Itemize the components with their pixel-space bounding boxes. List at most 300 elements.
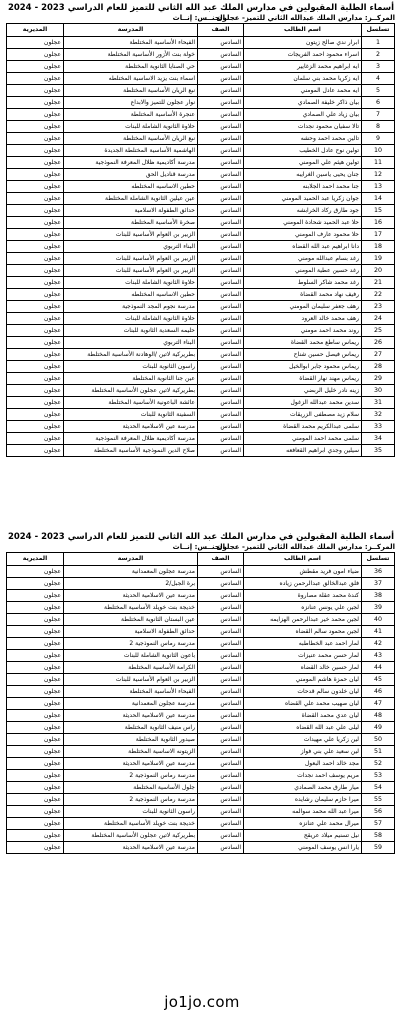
section-2 (7, 532, 395, 854)
directorate-cell: عجلون (7, 662, 64, 674)
school-cell: برة الجبل/2 (64, 578, 198, 590)
school-cell: باعون الثانوية الشاملة للبنات (64, 650, 198, 662)
directorate-cell: عجلون (7, 782, 64, 794)
table-row (7, 445, 395, 457)
school-cell: حي الصنايا الثانوية المختلطة (64, 61, 198, 73)
grade-cell: السادس (198, 349, 244, 361)
directorate-cell: عجلون (7, 830, 64, 842)
school-cell: الزبير بن العوام الأساسية للبنات (64, 253, 198, 265)
table-row (7, 818, 395, 830)
directorate-cell: عجلون (7, 590, 64, 602)
school-cell: الفيحاء الأساسية المختلطة (64, 37, 198, 49)
student-name: ميرا حازم سليمان رشايده (244, 794, 362, 806)
student-name: ايه زكريا محمد بني سلمان (244, 73, 362, 85)
row-number: 42 (362, 638, 395, 650)
grade-cell: السادس (198, 794, 244, 806)
directorate-cell: عجلون (7, 842, 64, 854)
student-name: سلمى محمد احمد المومني (244, 433, 362, 445)
grade-cell: السادس (198, 73, 244, 85)
student-name: رغد حسين عطية المومني (244, 265, 362, 277)
school-cell: بطريركية لاتين عجلون الأساسية المختلطة (64, 385, 198, 397)
directorate-cell: عجلون (7, 193, 64, 205)
student-name: مريم يوسف احمد نجدات (244, 770, 362, 782)
table-row (7, 638, 395, 650)
grade-cell: السادس (198, 710, 244, 722)
school-cell: جلول الأساسية المختلطة (64, 782, 198, 794)
school-cell: مدرسة عين الاسلامية الحديثة (64, 710, 198, 722)
directorate-cell: عجلون (7, 445, 64, 457)
section-1 (7, 3, 395, 457)
student-name: كندة محمد عقلة مصاروة (244, 590, 362, 602)
row-number: 48 (362, 710, 395, 722)
row-number: 40 (362, 614, 395, 626)
table-row (7, 770, 395, 782)
row-number: 35 (362, 445, 395, 457)
student-name: دانا ابراهيم عبد الله القضاه (244, 241, 362, 253)
grade-cell: السادس (198, 121, 244, 133)
table-row (7, 746, 395, 758)
row-number: 18 (362, 241, 395, 253)
row-number: 3 (362, 61, 395, 73)
directorate-cell: عجلون (7, 169, 64, 181)
directorate-cell: عجلون (7, 638, 64, 650)
directorate-cell: عجلون (7, 650, 64, 662)
table-row (7, 289, 395, 301)
table-body-1 (7, 37, 395, 457)
student-name: ليان عدي محمد القضاة (244, 710, 362, 722)
center-info (216, 13, 395, 23)
grade-cell: السادس (198, 109, 244, 121)
school-cell: نوار عجلون للتميز والابداع (64, 97, 198, 109)
table-row (7, 806, 395, 818)
students-table-1 (6, 23, 395, 457)
grade-cell: السادس (198, 590, 244, 602)
table-row (7, 698, 395, 710)
school-cell: صخرة الأساسية المختلطة (64, 217, 198, 229)
row-number: 13 (362, 181, 395, 193)
center-value: مدارس الملك عبدالله الثاني للتميز- عجلون (216, 14, 363, 22)
school-cell: مدرسة عجلون المعمدانية (64, 566, 198, 578)
table-row (7, 61, 395, 73)
table-row (7, 782, 395, 794)
table-row (7, 349, 395, 361)
table-row (7, 181, 395, 193)
row-number: 58 (362, 830, 395, 842)
grade-cell: السادس (198, 614, 244, 626)
directorate-cell: عجلون (7, 758, 64, 770)
table-row (7, 73, 395, 85)
directorate-cell: عجلون (7, 253, 64, 265)
grade-cell: السادس (198, 181, 244, 193)
directorate-cell: عجلون (7, 49, 64, 61)
table-row (7, 409, 395, 421)
table-row (7, 97, 395, 109)
center-label: المركــز: (364, 543, 395, 551)
header-school: المدرسة (64, 24, 198, 37)
school-cell: مدرسة عين الاسلامية الحديثة (64, 590, 198, 602)
grade-cell: السادس (198, 626, 244, 638)
school-cell: الزيتونه الاساسية المختلطة (64, 746, 198, 758)
table-row (7, 830, 395, 842)
directorate-cell: عجلون (7, 121, 64, 133)
grade-cell: السادس (198, 301, 244, 313)
school-cell: بطريركية لاتين /الوهادنة الأساسية المختلطة (64, 349, 198, 361)
directorate-cell: عجلون (7, 181, 64, 193)
grade-cell: السادس (198, 289, 244, 301)
table-row (7, 253, 395, 265)
student-name: لمار حسين خالد القضاه (244, 662, 362, 674)
gender-value: إنــاث (172, 14, 193, 22)
school-cell: حدائق الطفولة الاسلامية (64, 626, 198, 638)
row-number: 8 (362, 121, 395, 133)
grade-cell: السادس (198, 37, 244, 49)
row-number: 50 (362, 734, 395, 746)
grade-cell: السادس (198, 638, 244, 650)
directorate-cell: عجلون (7, 97, 64, 109)
row-number: 43 (362, 650, 395, 662)
school-cell: حدائق الطفولة الاسلامية (64, 205, 198, 217)
row-number: 20 (362, 265, 395, 277)
grade-cell: السادس (198, 578, 244, 590)
table-row (7, 373, 395, 385)
school-cell: راسون الثانوية للبنات (64, 361, 198, 373)
table-row (7, 674, 395, 686)
school-cell: البناء التربوي (64, 337, 198, 349)
table-body-2 (7, 566, 395, 854)
student-name: ميرال محمد علي عنانزه (244, 818, 362, 830)
grade-cell: السادس (198, 145, 244, 157)
school-cell: حطين الاساسيه المختلطه (64, 181, 198, 193)
grade-cell: السادس (198, 325, 244, 337)
grade-cell: السادس (198, 361, 244, 373)
school-cell: مدرسة رماس النموذجية 2 (64, 770, 198, 782)
table-row (7, 145, 395, 157)
grade-cell: السادس (198, 313, 244, 325)
school-cell: مدرسة رماس النموذجية 2 (64, 638, 198, 650)
table-row (7, 614, 395, 626)
school-cell: الفيحاء الأساسية المختلطة (64, 686, 198, 698)
gender-info (173, 13, 225, 23)
table-row (7, 49, 395, 61)
grade-cell: السادس (198, 337, 244, 349)
school-cell: راس منيف الثانوية المختلطة (64, 722, 198, 734)
table-row (7, 686, 395, 698)
student-name: تولين هيثم علي المومني (244, 157, 362, 169)
school-cell: مدرسة نجوم المجد النموذجية (64, 301, 198, 313)
school-cell: حليمه السعدية الثانوية للبنات (64, 325, 198, 337)
table-row (7, 337, 395, 349)
grade-cell: السادس (198, 205, 244, 217)
row-number: 21 (362, 277, 395, 289)
students-table-2 (6, 552, 395, 854)
student-name: جنا محمد احمد الجلابنه (244, 181, 362, 193)
table-row (7, 157, 395, 169)
school-cell: الزبير بن العوام الأساسية للبنات (64, 229, 198, 241)
school-cell: عائشة الباعونية الأساسية المختلطة (64, 397, 198, 409)
row-number: 39 (362, 602, 395, 614)
table-row (7, 650, 395, 662)
table-header-row (7, 24, 395, 37)
grade-cell: السادس (198, 421, 244, 433)
student-name: رهف محمد خالد العرود (244, 313, 362, 325)
table-row (7, 794, 395, 806)
header-number: تسلسل (362, 553, 395, 566)
directorate-cell: عجلون (7, 277, 64, 289)
table-row (7, 758, 395, 770)
school-cell: خديجة بنت خويلد الأساسية المختلطة (64, 602, 198, 614)
student-name: ليلى علي عبد الله القضاه (244, 722, 362, 734)
school-cell: مدرسة عين الاسلامية الحديثة (64, 758, 198, 770)
table-row (7, 710, 395, 722)
row-number: 59 (362, 842, 395, 854)
school-cell: مدرسة عين الاسلامية الحديثة (64, 842, 198, 854)
row-number: 25 (362, 325, 395, 337)
row-number: 51 (362, 746, 395, 758)
row-number: 56 (362, 806, 395, 818)
row-number: 29 (362, 373, 395, 385)
student-name: ريماس فيصل حسين شناح (244, 349, 362, 361)
school-cell: مدرسة أكاديمية ظلال المعرفة النموذجية (64, 433, 198, 445)
table-row (7, 313, 395, 325)
grade-cell: السادس (198, 770, 244, 782)
table-row (7, 397, 395, 409)
row-number: 22 (362, 289, 395, 301)
student-name: ميرا عبد الله محمد سوالمه (244, 806, 362, 818)
row-number: 31 (362, 397, 395, 409)
grade-cell: السادس (198, 373, 244, 385)
directorate-cell: عجلون (7, 433, 64, 445)
student-name: ليان حمزة هاشم المومني (244, 674, 362, 686)
header-grade: الصف (198, 553, 244, 566)
table-row (7, 433, 395, 445)
directorate-cell: عجلون (7, 710, 64, 722)
table-row (7, 277, 395, 289)
table-row (7, 241, 395, 253)
row-number: 17 (362, 229, 395, 241)
directorate-cell: عجلون (7, 734, 64, 746)
grade-cell: السادس (198, 169, 244, 181)
school-cell: عين البستان الثانوية المختلطة (64, 614, 198, 626)
grade-cell: السادس (198, 85, 244, 97)
student-name: زينه نادر خليل الربضي (244, 385, 362, 397)
grade-cell: السادس (198, 397, 244, 409)
row-number: 28 (362, 361, 395, 373)
grade-cell: السادس (198, 686, 244, 698)
student-name: سلمى عبدالكريم محمد القضاة (244, 421, 362, 433)
table-header-row (7, 553, 395, 566)
directorate-cell: عجلون (7, 325, 64, 337)
directorate-cell: عجلون (7, 61, 64, 73)
directorate-cell: عجلون (7, 722, 64, 734)
row-number: 34 (362, 433, 395, 445)
row-number: 32 (362, 409, 395, 421)
grade-cell: السادس (198, 806, 244, 818)
student-name: حلا عبد الحميد شحادة المومني (244, 217, 362, 229)
row-number: 10 (362, 145, 395, 157)
table-row (7, 590, 395, 602)
school-cell: خولة بنت الأزور الأساسية المختلطة (64, 49, 198, 61)
grade-cell: السادس (198, 409, 244, 421)
row-number: 53 (362, 770, 395, 782)
directorate-cell: عجلون (7, 73, 64, 85)
school-cell: الهاشمية الأساسية المختلطة الجديدة (64, 145, 198, 157)
directorate-cell: عجلون (7, 566, 64, 578)
student-name: ريماس مهند نهار القضاة (244, 373, 362, 385)
row-number: 55 (362, 794, 395, 806)
school-cell: مدرسة أكاديمية ظلال المعرفة النموذجية (64, 157, 198, 169)
directorate-cell: عجلون (7, 818, 64, 830)
student-name: ريماس محمود جابر ابوالخيل (244, 361, 362, 373)
row-number: 37 (362, 578, 395, 590)
row-number: 33 (362, 421, 395, 433)
school-cell: نبع الريان الأساسية المختلطة (64, 85, 198, 97)
directorate-cell: عجلون (7, 145, 64, 157)
student-name: ليان خلدون سالم قدحات (244, 686, 362, 698)
student-name: ابرار ندي صالح زيتون (244, 37, 362, 49)
directorate-cell: عجلون (7, 794, 64, 806)
page-title: أسماء الطلبة المقبولين في مدارس الملك عبد الله الثاني للتميز للعام الدراسي 2023 - 2024 (7, 3, 395, 13)
directorate-cell: عجلون (7, 133, 64, 145)
grade-cell: السادس (198, 602, 244, 614)
table-row (7, 722, 395, 734)
directorate-cell: عجلون (7, 626, 64, 638)
student-name: حلا محمود عارف المومني (244, 229, 362, 241)
student-name: ايه محمد عادل المومني (244, 85, 362, 97)
directorate-cell: عجلون (7, 241, 64, 253)
table-row (7, 566, 395, 578)
grade-cell: السادس (198, 698, 244, 710)
student-name: رهف جعفر سليمان المومني (244, 301, 362, 313)
center-label: المركــز: (364, 14, 395, 22)
school-cell: عين عيلين الثانوية الشاملة المختلطة (64, 193, 198, 205)
student-name: جود طارق ركاد الخرابشه (244, 205, 362, 217)
table-row (7, 842, 395, 854)
student-name: لمار احمد عبد الخطاطبه (244, 638, 362, 650)
student-name: ريماس ساطع محمد القضاة (244, 337, 362, 349)
directorate-cell: عجلون (7, 373, 64, 385)
directorate-cell: عجلون (7, 157, 64, 169)
directorate-cell: عجلون (7, 217, 64, 229)
table-row (7, 578, 395, 590)
directorate-cell: عجلون (7, 37, 64, 49)
row-number: 14 (362, 193, 395, 205)
table-row (7, 265, 395, 277)
school-cell: راسون الثانوية للبنات (64, 806, 198, 818)
table-row (7, 361, 395, 373)
page-title-2: أسماء الطلبة المقبولين في مدارس الملك عبد الله الثاني للتميز للعام الدراسي 2023 - 2024 (7, 532, 395, 542)
school-cell: البناء التربوي (64, 241, 198, 253)
row-number: 52 (362, 758, 395, 770)
row-number: 45 (362, 674, 395, 686)
grade-cell: السادس (198, 566, 244, 578)
student-name: ايه ابراهيم محمد الزغايير (244, 61, 362, 73)
school-cell: صلاح الدين النموذجية الأساسية المختلطة (64, 445, 198, 457)
school-cell: عنجرة الأساسية المختلطة (64, 109, 198, 121)
row-number: 46 (362, 686, 395, 698)
student-name: جوان زكريا عبد الحميد المومني (244, 193, 362, 205)
school-cell: مدرسة رماس النموذجية 2 (64, 794, 198, 806)
directorate-cell: عجلون (7, 337, 64, 349)
student-name: لمار حسن محمد عنيزات (244, 650, 362, 662)
table-row (7, 193, 395, 205)
table-row (7, 734, 395, 746)
student-name: لجين محمد خير عبدالرحمن الهزايمه (244, 614, 362, 626)
student-name: رغد بسام عبدالله مومني (244, 253, 362, 265)
directorate-cell: عجلون (7, 602, 64, 614)
directorate-cell: عجلون (7, 385, 64, 397)
school-cell: اسماء بنت يزيد الاساسية المختلطه (64, 73, 198, 85)
row-number: 47 (362, 698, 395, 710)
student-name: بيان ذاكر خليفة الصمادي (244, 97, 362, 109)
row-number: 12 (362, 169, 395, 181)
header-school: المدرسة (64, 553, 198, 566)
student-name: لجين محمود سالم القضاه (244, 626, 362, 638)
row-number: 36 (362, 566, 395, 578)
row-number: 4 (362, 73, 395, 85)
row-number: 57 (362, 818, 395, 830)
student-name: نيل تسنيم ميلاد عريقج (244, 830, 362, 842)
school-cell: نبع الريان الأساسية المختلطة (64, 133, 198, 145)
student-name: لين زكريا علي مهيدات (244, 734, 362, 746)
header-directorate: المديرية (7, 553, 64, 566)
row-number: 19 (362, 253, 395, 265)
directorate-cell: عجلون (7, 746, 64, 758)
student-name: تالا سفيان محمود نجدات (244, 121, 362, 133)
student-name: فلق عبدالخالق عبدالرحمن زياده (244, 578, 362, 590)
school-cell: مدرسة قناديل الحق (64, 169, 198, 181)
row-number: 30 (362, 385, 395, 397)
directorate-cell: عجلون (7, 85, 64, 97)
directorate-cell: عجلون (7, 614, 64, 626)
grade-cell: السادس (198, 674, 244, 686)
grade-cell: السادس (198, 746, 244, 758)
grade-cell: السادس (198, 722, 244, 734)
row-number: 9 (362, 133, 395, 145)
directorate-cell: عجلون (7, 313, 64, 325)
directorate-cell: عجلون (7, 578, 64, 590)
school-cell: عين جنا الثانوية المختلطة (64, 373, 198, 385)
directorate-cell: عجلون (7, 205, 64, 217)
student-name: يارا انس يوسف المومني (244, 842, 362, 854)
table-row (7, 205, 395, 217)
grade-cell: السادس (198, 49, 244, 61)
header-number: تسلسل (362, 24, 395, 37)
directorate-cell: عجلون (7, 409, 64, 421)
table-row (7, 385, 395, 397)
grade-cell: السادس (198, 758, 244, 770)
header-name: اسم الطالب (244, 24, 362, 37)
student-name: لجين علي يونس عنانزه (244, 602, 362, 614)
school-cell: صيدور الثانوية المختلطة (64, 734, 198, 746)
row-number: 27 (362, 349, 395, 361)
directorate-cell: عجلون (7, 289, 64, 301)
row-number: 41 (362, 626, 395, 638)
directorate-cell: عجلون (7, 229, 64, 241)
row-number: 26 (362, 337, 395, 349)
school-cell: الكرامة الأساسية المختلطة (64, 662, 198, 674)
grade-cell: السادس (198, 385, 244, 397)
row-number: 44 (362, 662, 395, 674)
gender-info-2 (173, 542, 225, 552)
directorate-cell: عجلون (7, 361, 64, 373)
grade-cell: السادس (198, 662, 244, 674)
table-row (7, 325, 395, 337)
center-info-2 (216, 542, 395, 552)
gender-value: إنــاث (172, 543, 193, 551)
school-cell: حطين الاساسيه المختلطه (64, 289, 198, 301)
school-cell: الزبير بن العوام الأساسية للبنات (64, 265, 198, 277)
school-cell: بطريركية لاتين عجلون الأساسية المختلطة (64, 830, 198, 842)
